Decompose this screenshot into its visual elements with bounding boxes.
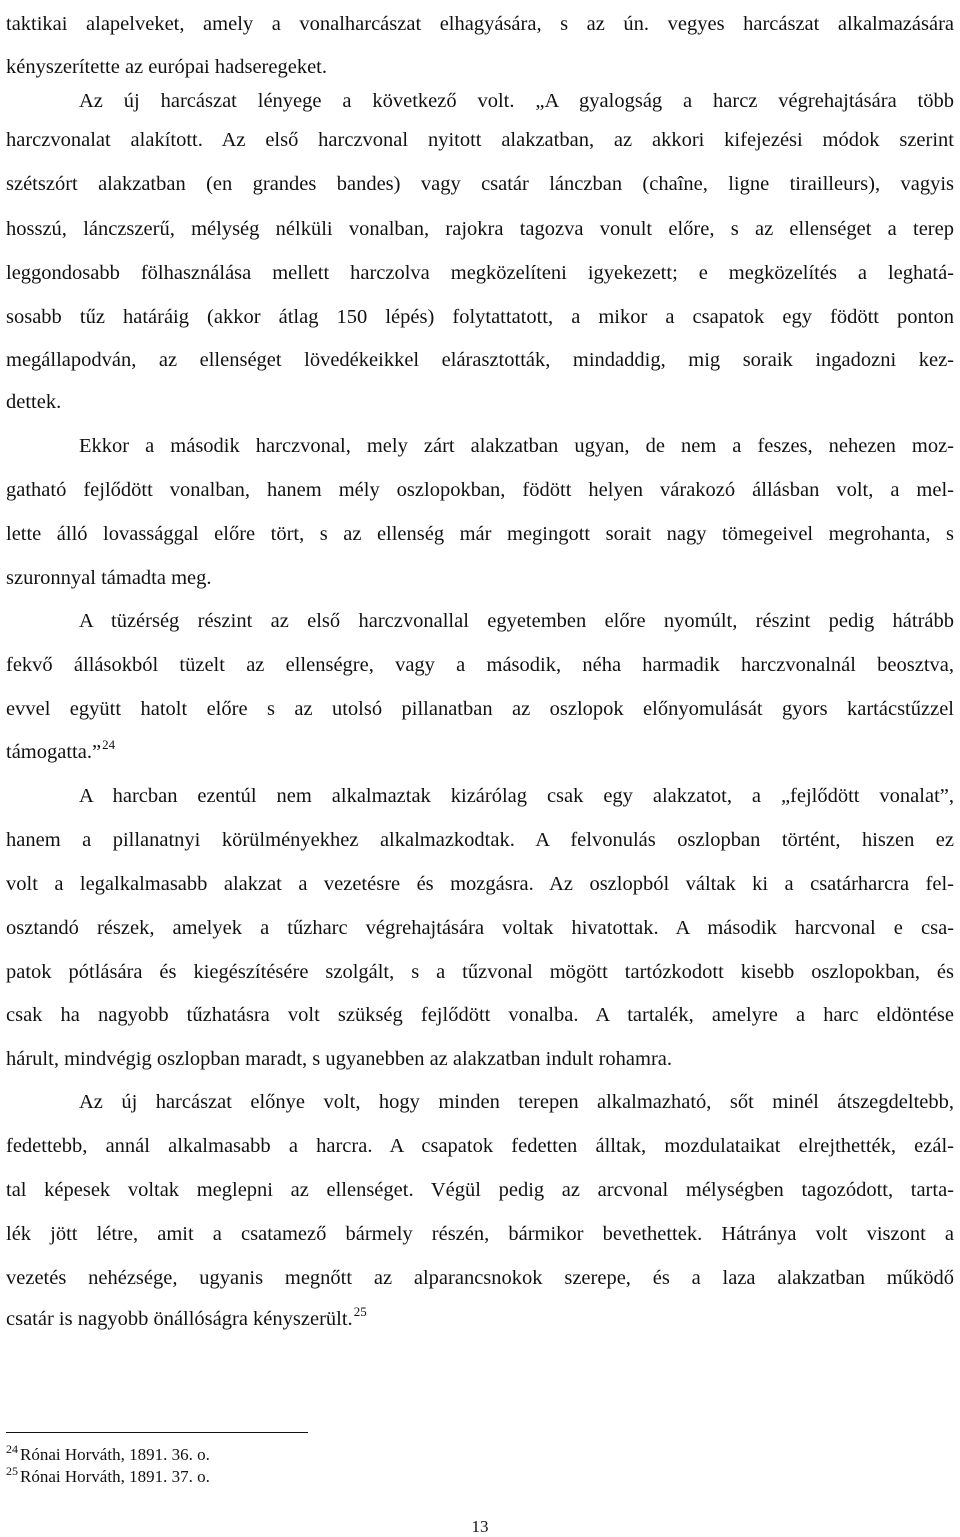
text-line: Ekkor a második harczvonal, mely zárt alakzatban ugyan, de nem a feszes, nehezen moz- bbox=[79, 435, 954, 457]
text-line: patok pótlására és kiegészítésére szolgált, s a tűzvonal mögött tartózkodott kisebb oszlopokban, és bbox=[6, 961, 954, 983]
text-line: szuronnyal támadta meg. bbox=[6, 567, 212, 589]
page-number: 13 bbox=[471, 1517, 489, 1536]
footnote bbox=[6, 1466, 210, 1489]
text-line bbox=[6, 1297, 954, 1341]
text-line: Az új harcászat előnye volt, hogy minden terepen alkalmazható, sőt minél átszegdeltebb, bbox=[79, 1091, 954, 1113]
text-line: vezetés nehézsége, ugyanis megnőtt az alparancsnokok szerepe, és a laza alakzatban működő bbox=[6, 1267, 954, 1289]
text-line: volt a legalkalmasabb alakzat a vezetésre és mozgásra. Az oszlopból váltak ki a csatárharcra fel- bbox=[6, 873, 954, 895]
text-line: szétszórt alakzatban (en grandes bandes) vagy csatár lánczban (chaîne, ligne tirailleurs), vagyis bbox=[6, 173, 954, 195]
footnote-text: Rónai Horváth, 1891. 37. o. bbox=[20, 1467, 210, 1486]
text-line: evvel együtt hatolt előre s az utolsó pillanatban az oszlopok előnyomulását gyors kartácstűzzel bbox=[6, 698, 954, 720]
text-line: fedettebb, annál alkalmasabb a harcra. A csapatok fedetten álltak, mozdulataikat elrejthették, ezál- bbox=[6, 1135, 954, 1157]
text-line: kényszerítette az európai hadseregeket. bbox=[6, 56, 327, 78]
text-line: dettek. bbox=[6, 391, 62, 413]
text-line: lék jött létre, amit a csatamező bármely részén, bármikor bevethettek. Hátránya volt viszont a bbox=[6, 1223, 954, 1245]
text-line: csak ha nagyobb tűzhatásra volt szükség fejlődött vonalba. A tartalék, amelyre a harc eldöntése bbox=[6, 1004, 954, 1026]
footnote-separator bbox=[6, 1432, 308, 1433]
text-line: hanem a pillanatnyi körülményekhez alkalmazkodtak. A felvonulás oszlopban történt, hiszen ez bbox=[6, 829, 954, 851]
text-line: harczvonalat alakított. Az első harczvonal nyitott alakzatban, az akkori kifejezési módok szerint bbox=[6, 129, 954, 151]
footnote-number: 24 bbox=[6, 1442, 18, 1456]
text-line: sosabb tűz határáig (akkor átlag 150 lépés) folytattatott, a mikor a csapatok egy födött ponton bbox=[6, 306, 954, 328]
text-line: hosszú, lánczszerű, mélység nélküli vonalban, rajokra tagozva vonult előre, s az ellenséget a terep bbox=[6, 218, 954, 240]
text-line: leggondosabb fölhasználása mellett harczolva megközelíteni igyekezett; e megközelítés a leghatá- bbox=[6, 262, 954, 284]
text-line bbox=[6, 730, 954, 774]
footnote bbox=[6, 1444, 210, 1467]
footnote-text: Rónai Horváth, 1891. 36. o. bbox=[20, 1445, 210, 1464]
text-line: lette álló lovassággal előre tört, s az ellenség már megingott sorait nagy tömegeivel megrohanta, s bbox=[6, 523, 954, 545]
text-line-content: támogatta.” bbox=[6, 741, 102, 763]
text-line: tal képesek voltak meglepni az ellenséget. Végül pedig az arcvonal mélységben tagozódott, tarta- bbox=[6, 1179, 954, 1201]
footnote-reference: 24 bbox=[102, 737, 116, 752]
text-line: hárult, mindvégig oszlopban maradt, s ugyanebben az alakzatban indult rohamra. bbox=[6, 1048, 673, 1070]
text-line-content: csatár is nagyobb önállóságra kényszerült. bbox=[6, 1308, 353, 1330]
footnote-number: 25 bbox=[6, 1464, 18, 1478]
text-line: megállapodván, az ellenséget lövedékeikkel elárasztották, mindaddig, mig soraik ingadozni kez- bbox=[6, 349, 954, 371]
text-line: taktikai alapelveket, amely a vonalharcászat elhagyására, s az ún. vegyes harcászat alkalmazására bbox=[6, 13, 954, 35]
text-line: Az új harcászat lényege a következő volt. „A gyalogság a harcz végrehajtására több bbox=[79, 90, 954, 112]
text-line: fekvő állásokból tüzelt az ellenségre, vagy a második, néha harmadik harczvonalnál beosztva, bbox=[6, 654, 954, 676]
text-line: A tüzérség részint az első harczvonallal egyetemben előre nyomúlt, részint pedig hátrább bbox=[79, 610, 954, 632]
text-line: osztandó részek, amelyek a tűzharc végrehajtására voltak hivatottak. A második harcvonal e csa- bbox=[6, 917, 954, 939]
footnote-reference: 25 bbox=[353, 1304, 367, 1319]
text-line: gatható fejlődött vonalban, hanem mély oszlopokban, födött helyen várakozó állásban volt, a mel- bbox=[6, 479, 954, 501]
text-line: A harcban ezentúl nem alkalmaztak kizárólag csak egy alakzatot, a „fejlődött vonalat”, bbox=[79, 785, 954, 807]
